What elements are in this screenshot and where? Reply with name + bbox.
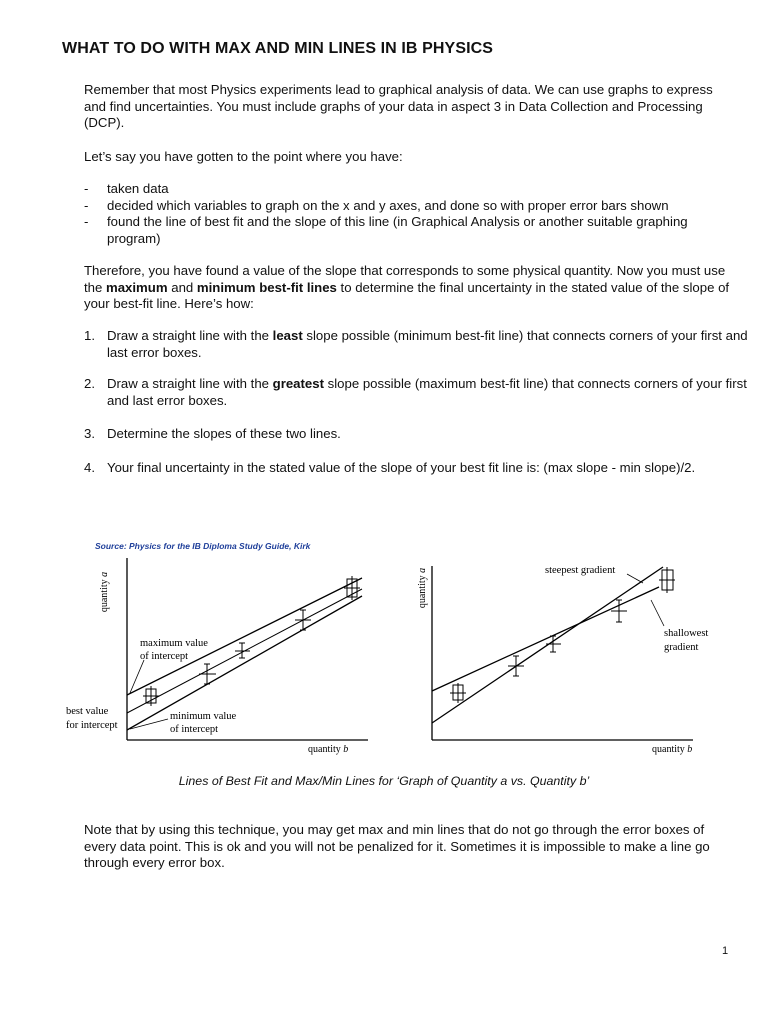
- bullet-text: taken data: [107, 181, 169, 196]
- note-text: Note that by using this technique, you may get max and min lines that do not go through the error boxes of every data point. This is ok and you will not be penalized for it. Sometimes it is impossible to make a line go through every error box.: [84, 822, 710, 871]
- bullet-marker: -: [84, 197, 89, 213]
- intro-text: Remember that most Physics experiments lead to graphical analysis of data. We can use graphs to express and find uncertainties. You must include graphs of your data in aspect 3 in Data Collection and Processing (DCP).: [84, 82, 713, 131]
- data-point: [235, 643, 250, 658]
- label-max-intercept-2: of intercept: [140, 651, 189, 662]
- label-best-intercept-1: best value: [66, 706, 109, 717]
- x-axis-label: quantity b: [652, 744, 693, 755]
- bullet-text: found the line of best fit and the slope of this line (in Graphical Analysis or another suitable graphing program): [107, 214, 688, 246]
- label-steepest: steepest gradient: [545, 565, 616, 576]
- list-item: [84, 328, 757, 361]
- left-graph: [60, 552, 380, 762]
- list-item: [84, 376, 757, 409]
- right-graph: [405, 552, 725, 762]
- data-point: [508, 656, 524, 676]
- step-bold: greatest: [272, 376, 324, 391]
- list-item: [84, 460, 757, 477]
- data-point: [659, 567, 675, 593]
- step-text-post: slope possible (maximum best-fit line) that connects corners of your first and last error boxes.: [107, 376, 747, 408]
- list-item: [84, 181, 734, 198]
- step-text-pre: Draw a straight line with the: [107, 328, 273, 343]
- step-number: 2.: [84, 376, 95, 391]
- shallowest-line: [432, 587, 659, 691]
- step-text-pre: Your final uncertainty in the stated value of the slope of your best fit line is: (max slope - min slope)/2.: [107, 460, 696, 475]
- label-shallowest-1: shallowest: [664, 628, 709, 639]
- step-text-pre: Determine the slopes of these two lines.: [107, 426, 341, 441]
- list-item: [84, 426, 757, 443]
- step-number: 4.: [84, 460, 95, 475]
- bullet-text: decided which variables to graph on the x and y axes, and done so with proper error bars shown: [107, 197, 669, 213]
- therefore-part1: Therefore, you have found a value of the slope that corresponds to some physical quantity. Now you must use the: [84, 263, 726, 295]
- lead-in-paragraph: [84, 149, 734, 166]
- list-item: [84, 214, 734, 247]
- note-paragraph: [84, 822, 734, 872]
- bullet-marker: -: [84, 214, 89, 230]
- bullet-list: [84, 181, 734, 247]
- label-min-intercept-1: minimum value: [170, 711, 237, 722]
- label-min-intercept-2: of intercept: [170, 724, 219, 735]
- bold-maximum: maximum: [106, 279, 168, 295]
- x-axis-label: quantity b: [308, 744, 349, 755]
- step-number: 3.: [84, 426, 95, 441]
- page-title: WHAT TO DO WITH MAX AND MIN LINES IN IB PHYSICS: [62, 40, 494, 57]
- figure-source: Source: Physics for the IB Diploma Study Guide, Kirk: [95, 541, 311, 551]
- step-number: 1.: [84, 328, 95, 343]
- label-best-intercept-2: for intercept: [66, 720, 118, 731]
- therefore-paragraph: [84, 263, 734, 313]
- y-axis-label: quantity a: [99, 571, 110, 613]
- page-number: 1: [722, 945, 729, 957]
- steepest-line: [432, 567, 663, 723]
- label-max-intercept-1: maximum value: [140, 638, 208, 649]
- therefore-text: [84, 263, 734, 313]
- list-item: [84, 198, 734, 215]
- intro-paragraph: [84, 82, 734, 132]
- step-text-post: slope possible (minimum best-fit line) that connects corners of your first and last error boxes.: [107, 328, 748, 360]
- data-point: [450, 683, 466, 703]
- y-axis-label: quantity a: [417, 567, 428, 609]
- label-shallowest-2: gradient: [664, 642, 699, 653]
- step-bold: least: [272, 328, 303, 343]
- max-intercept-line: [127, 578, 362, 695]
- lead-in-text: Let’s say you have gotten to the point where you have:: [84, 149, 403, 164]
- bullet-marker: -: [84, 181, 89, 196]
- figure-caption: Lines of Best Fit and Max/Min Lines for ‘Graph of Quantity a vs. Quantity b’: [178, 774, 590, 788]
- therefore-part3: to determine the final uncertainty in the stated value of the slope of your best-fit line. Here’s how:: [84, 279, 730, 312]
- bold-minimum-best-fit: minimum best-fit lines: [196, 279, 337, 295]
- therefore-part2: and: [167, 279, 197, 295]
- step-text-pre: Draw a straight line with the: [107, 376, 273, 391]
- min-intercept-line: [127, 596, 362, 730]
